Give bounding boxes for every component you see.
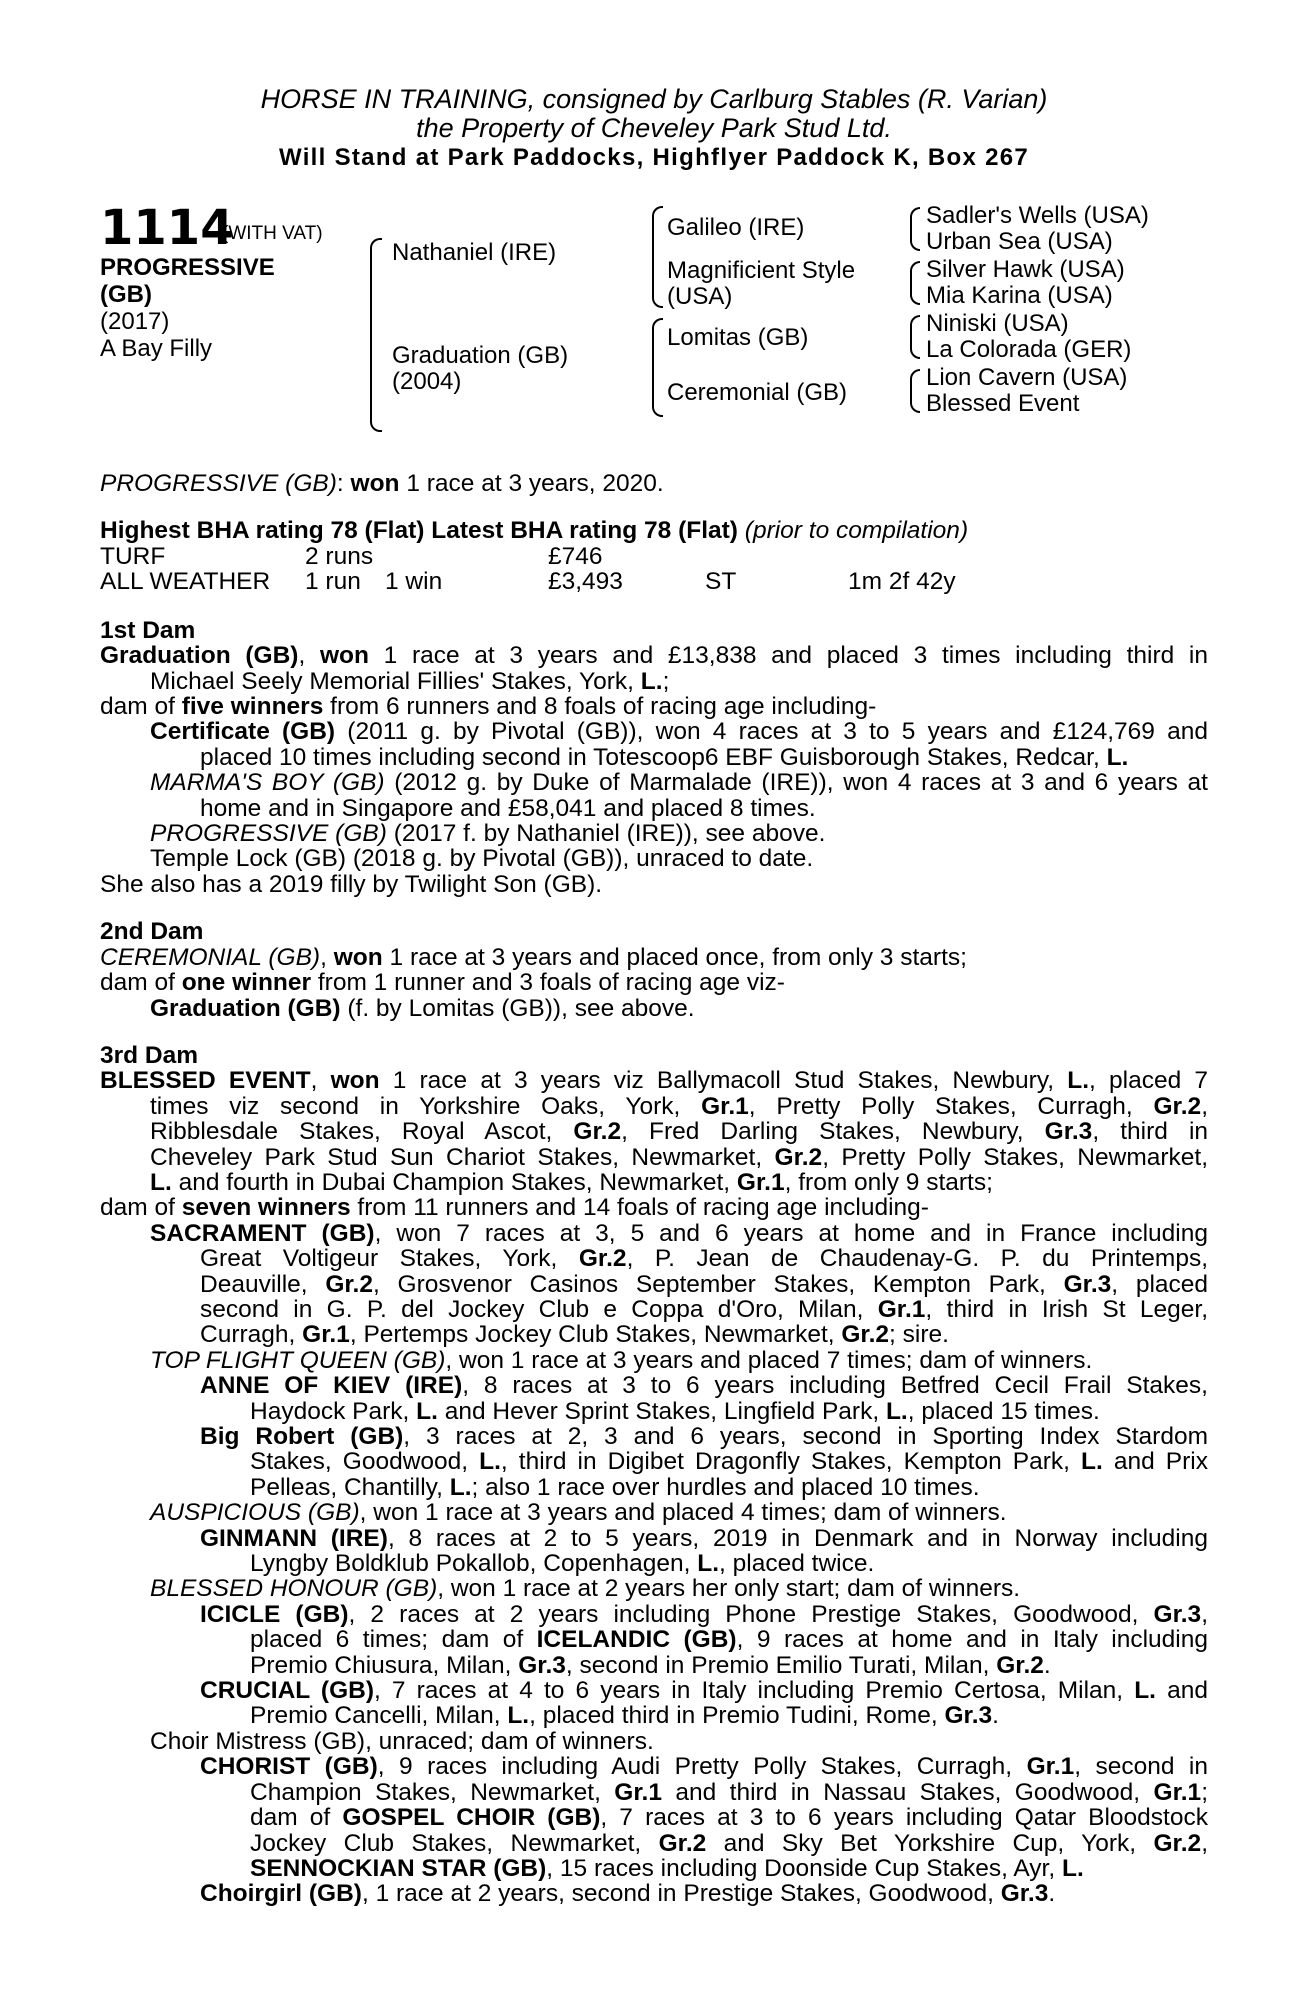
text-fragment: placed 6 times; dam of [250,1626,537,1654]
text-line [100,1424,1208,1449]
foaling-year: (2017) [100,308,170,335]
text-fragment: Gr.2 [1153,1092,1202,1120]
text-fragment: L. [1067,1067,1090,1095]
text-fragment: , 15 races including Doonside Cup Stakes, Ayr, [546,1854,1062,1882]
text-fragment: PROGRESSIVE (GB) [100,470,337,497]
text-fragment: Graduation (GB) [150,994,341,1022]
text-fragment: Big Robert (GB) [200,1423,404,1450]
bracket-g2 [910,261,920,305]
text-fragment: , P. Jean de Chaudenay-G. P. du Printemps, [626,1245,1208,1273]
horse-description: A Bay Filly [100,335,213,362]
text-fragment: ; [1201,1778,1209,1806]
text-fragment: , placed third in Premio Tudini, Rome, [529,1702,945,1730]
text-fragment: SACRAMENT (GB) [150,1219,375,1247]
text-fragment: from 11 runners and 14 foals of racing age including- [350,1194,929,1222]
text-fragment: dam of [100,693,182,721]
text-fragment: , 1 race at 2 years, second in Prestige Stakes, Goodwood, [361,1880,1001,1908]
text-fragment: . [992,1702,999,1730]
text-fragment: Premio Chiusura, Milan, [250,1651,519,1679]
text-line [100,1805,1208,1830]
text-fragment: (prior to compilation) [744,517,969,545]
text-line [100,1272,1208,1297]
text-line [100,1221,1208,1246]
text-line [100,669,1208,694]
text-fragment: BLESSED EVENT [100,1067,311,1095]
text-fragment: CHORIST (GB) [200,1753,378,1781]
record-runs: 2 runs [305,542,374,570]
owner-line: the Property of Cheveley Park Stud Ltd. [416,113,892,143]
text-line [100,1145,1208,1170]
text-fragment: L. [1134,1677,1156,1705]
text-fragment: Gr.2 [573,1118,622,1146]
record-runs: 1 run [305,567,361,595]
text-fragment: (f. by Lomitas (GB)), see above. [340,994,695,1022]
sire-dam-line1: Magnificient Style [667,257,856,284]
text-fragment: , Fred Darling Stakes, Newbury, [621,1118,1045,1146]
text-fragment: , [1201,1829,1208,1857]
text-line [100,719,1208,744]
pedigree-bracket-sire [652,206,663,308]
text-fragment: Gr.1 [736,1168,785,1196]
text-fragment: ; [662,667,670,695]
text-fragment: Gr.2 [841,1321,890,1349]
text-fragment: ; sire. [889,1321,949,1349]
text-fragment: , 7 races at 4 to 6 years in Italy including Premio Certosa, Milan, [373,1677,1135,1705]
text-fragment: She also has a 2019 filly by Twilight Son (GB). [100,870,603,898]
text-line [100,970,1208,995]
ggsire-2: Silver Hawk (USA) [926,256,1125,283]
section-heading: 3rd Dam [100,1041,199,1069]
ggsire-4: Lion Cavern (USA) [926,364,1128,391]
text-fragment: Gr.1 [614,1778,662,1806]
text-fragment: , 3 races at 2, 3 and 6 years, second in Sporting Index Stardom [403,1423,1208,1450]
text-fragment: Deauville, [200,1270,326,1298]
text-fragment: , 9 races at home and in Italy including [736,1626,1208,1654]
text-fragment: dam of [250,1804,343,1832]
text-line [100,1094,1208,1119]
text-fragment: L. [1106,743,1129,771]
ggsire-3: Niniski (USA) [926,310,1069,337]
section-heading: 1st Dam [100,616,196,644]
text-fragment: , Pretty Polly Stakes, Curragh, [748,1092,1154,1120]
text-fragment: won [350,470,400,497]
text-fragment: Gr.3 [1153,1600,1202,1628]
text-fragment: Gr.3 [1000,1880,1049,1908]
bha-ratings [100,518,1208,543]
text-fragment: , Pretty Polly Stakes, Newmarket, [822,1143,1208,1171]
text-fragment: Certificate (GB) [150,718,336,746]
text-fragment: L. [640,667,663,695]
text-fragment: , 2 races at 2 years including Phone Prestige Stakes, Goodwood, [348,1600,1154,1628]
text-fragment: seven winners [181,1194,351,1222]
text-fragment: , 9 races including Audi Pretty Polly Stakes, Curragh, [377,1753,1027,1781]
text-fragment: CEREMONIAL (GB) [100,943,321,971]
dam: Graduation (GB) [392,342,569,369]
text-fragment: . [1043,1651,1051,1679]
text-fragment: one winner [181,969,312,997]
pedigree-table [100,200,1208,453]
text-fragment: home and in Singapore and £58,041 and placed 8 times. [200,794,816,822]
text-fragment: Choirgirl (GB) [200,1880,362,1908]
dam-dam: Ceremonial (GB) [667,379,848,406]
text-fragment: ICICLE (GB) [200,1600,349,1628]
text-line [100,1703,1208,1728]
text-fragment: ANNE OF KIEV (IRE) [200,1372,463,1400]
text-fragment: , [298,642,320,670]
text-fragment: Gr.1 [701,1092,749,1120]
text-line [100,1399,1208,1424]
text-line [100,1322,1208,1347]
text-line [100,1348,1208,1373]
text-fragment: ICELANDIC (GB) [536,1626,737,1654]
text-fragment: Champion Stakes, Newmarket, [250,1778,615,1806]
text-fragment: AUSPICIOUS (GB) [150,1499,360,1527]
first-dam-section [100,618,1208,897]
bracket-g1 [910,207,920,251]
text-fragment: Gr.1 [1026,1753,1075,1781]
text-fragment: , third in Irish St Leger, [925,1295,1209,1323]
text-fragment: and Hever Sprint Stakes, Lingfield Park, [437,1397,886,1425]
text-fragment: (2012 g. by Duke of Marmalade (IRE)), won 4 races at 3 and 6 years at [384,769,1208,797]
dam-year: (2004) [392,368,462,395]
text-fragment: from 1 runner and 3 foals of racing age viz- [311,969,785,997]
text-fragment: , 7 races at 3 to 6 years including Qatar Bloodstock [600,1804,1208,1832]
text-fragment: Stakes, Goodwood, [250,1448,480,1476]
text-fragment: Gr.2 [578,1245,627,1273]
text-line [100,1068,1208,1093]
text-line [100,1780,1208,1805]
ggdam-3: La Colorada (GER) [926,336,1132,363]
text-fragment: Cheveley Park Stud Sun Chariot Stakes, Newmarket, [150,1143,775,1171]
text-fragment: L. [479,1448,501,1476]
text-line [100,1449,1208,1474]
text-fragment: , second in [1074,1753,1209,1781]
text-fragment: , 8 races at 2 to 5 years, 2019 in Denmark and in Norway including [387,1524,1208,1552]
text-line [100,1475,1208,1500]
text-fragment: L. [1061,1854,1084,1882]
sire-sire: Galileo (IRE) [667,214,805,241]
text-line [100,1653,1208,1678]
text-fragment: , placed twice. [719,1550,875,1578]
text-fragment: . [1048,1880,1056,1908]
text-line [100,1754,1208,1779]
text-line [100,694,1208,719]
text-fragment: TOP FLIGHT QUEEN (GB) [150,1346,446,1374]
text-fragment: L. [449,1473,472,1501]
text-line [100,1678,1208,1703]
text-fragment: won [333,943,383,971]
text-line [100,996,1208,1021]
text-fragment: placed 10 times including second in Totescoop6 EBF Guisborough Stakes, Redcar, [200,743,1107,771]
text-fragment: Gr.3 [518,1651,566,1679]
text-fragment: won [330,1067,380,1095]
text-fragment: Gr.3 [1063,1270,1112,1298]
text-fragment: second in G. P. del Jockey Club e Coppa d'Oro, Milan, [200,1295,878,1323]
text-fragment: , placed [1111,1270,1209,1298]
record-prize: £3,493 [548,567,623,595]
lot-number: 1114 [100,200,234,256]
text-line [100,1119,1208,1144]
text-line [100,1526,1208,1551]
text-line [100,1246,1208,1271]
text-fragment: and [1156,1677,1208,1705]
text-fragment: (2011 g. by Pivotal (GB)), won 4 races at 3 to 5 years and £124,769 and [335,718,1208,746]
text-fragment: Gr.1 [302,1321,350,1349]
text-fragment: and third in Nassau Stakes, Goodwood, [661,1778,1154,1806]
text-fragment: , Pertemps Jockey Club Stakes, Newmarket, [349,1321,842,1349]
second-dam-section [100,919,1208,1021]
record-distance: 1m 2f 42y [848,567,956,595]
text-line [100,745,1208,770]
text-fragment: Curragh, [200,1321,303,1349]
text-line [100,1373,1208,1398]
text-fragment: , won 1 race at 2 years her only start; dam of winners. [437,1575,1021,1603]
text-line [100,1500,1208,1525]
text-fragment: L. [150,1168,172,1196]
text-fragment: Michael Seely Memorial Fillies' Stakes, York, [150,667,641,695]
text-fragment: , placed 7 [1089,1067,1208,1095]
text-fragment: Gr.2 [774,1143,823,1171]
text-fragment: CRUCIAL (GB) [200,1677,374,1705]
text-fragment: Gr.3 [1044,1118,1093,1146]
text-fragment: from 6 runners and 8 foals of racing age including- [323,693,877,721]
horse-name-line2: (GB) [100,281,152,308]
text-fragment: , from only 9 starts; [784,1168,993,1196]
text-line [100,1170,1208,1195]
horse-name-line1: PROGRESSIVE [100,254,275,281]
text-line [100,1627,1208,1652]
race-record-table [100,544,1208,596]
sire: Nathaniel (IRE) [392,239,557,266]
text-line [100,1602,1208,1627]
ggdam-2: Mia Karina (USA) [926,282,1113,309]
section-heading: 2nd Dam [100,918,204,946]
ggdam-4: Blessed Event [926,390,1080,417]
record-surface: ALL WEATHER [100,567,271,595]
text-fragment: dam of [100,969,182,997]
text-fragment: , second in Premio Emilio Turati, Milan, [565,1651,997,1679]
text-fragment: GOSPEL CHOIR (GB) [342,1804,601,1832]
text-fragment: Gr.1 [1153,1778,1202,1806]
text-fragment: PROGRESSIVE (GB) [150,820,387,848]
text-fragment: 1 race at 3 years, 2020. [406,470,664,497]
text-fragment: , third in [1092,1118,1209,1146]
text-line [100,945,1208,970]
text-fragment: , won 7 races at 3, 5 and 6 years at home and in France including [374,1219,1209,1247]
location-line: Will Stand at Park Paddocks, Highflyer Paddock K, Box 267 [278,144,1030,171]
record-surface: TURF [100,542,166,570]
race-summary: PROGRESSIVE (GB): won 1 race at 3 years, 2020. [100,470,664,497]
text-line [100,1195,1208,1220]
sire-dam-line2: (USA) [667,283,733,310]
text-fragment: Gr.1 [877,1295,926,1323]
text-fragment: , 8 races at 3 to 6 years including Betfred Cecil Frail Stakes, [462,1372,1208,1400]
text-fragment: , [320,943,334,971]
text-fragment: SENNOCKIAN STAR (GB) [250,1854,547,1882]
text-fragment: L. [885,1397,908,1425]
text-fragment: , [1201,1600,1209,1628]
text-fragment: Haydock Park, [250,1397,417,1425]
third-dam-section [100,1043,1208,1907]
text-fragment: 1 race at 3 years viz Ballymacoll Stud Stakes, Newbury, [379,1067,1068,1095]
text-fragment: dam of [100,1194,182,1222]
text-fragment: L. [697,1550,720,1578]
text-fragment: and fourth in Dubai Champion Stakes, Newmarket, [171,1168,737,1196]
bracket-g3 [910,315,920,359]
ggsire-1: Sadler's Wells (USA) [926,202,1149,229]
text-fragment: and Prix [1102,1448,1208,1476]
text-fragment: 1 race at 3 years and placed once, from only 3 starts; [382,943,967,971]
text-line [100,1551,1208,1576]
ggdam-1: Urban Sea (USA) [926,228,1113,255]
text-fragment: Great Voltigeur Stakes, York, [200,1245,579,1273]
text-fragment: Pelleas, Chantilly, [250,1473,450,1501]
text-line [100,821,1208,846]
text-line [100,1297,1208,1322]
bracket-g4 [910,369,920,413]
vat-note: (WITH VAT) [222,223,323,244]
text-fragment: , won 1 race at 3 years and placed 4 times; dam of winners. [359,1499,1007,1527]
pedigree-bracket-main [370,238,382,432]
text-fragment: , placed 15 times. [907,1397,1100,1425]
text-fragment: Gr.2 [325,1270,373,1298]
text-fragment: Gr.2 [1153,1829,1202,1857]
text-fragment: and Sky Bet Yorkshire Cup, York, [706,1829,1154,1857]
pedigree-bracket-dam [652,318,663,417]
text-fragment: Lyngby Boldklub Pokallob, Copenhagen, [250,1550,698,1578]
text-fragment: Highest BHA rating 78 (Flat) Latest BHA rating 78 (Flat) [100,517,738,545]
text-fragment: , Grosvenor Casinos September Stakes, Kempton Park, [373,1270,1064,1298]
text-fragment: Choir Mistress (GB), unraced; dam of winners. [150,1727,654,1755]
catalogue-entry [100,85,1208,1907]
text-fragment: Gr.2 [658,1829,707,1857]
text-fragment: L. [1081,1448,1103,1476]
record-wins: 1 win [385,567,443,595]
text-fragment: BLESSED HONOUR (GB) [150,1575,438,1603]
text-fragment: L. [416,1397,438,1425]
record-track: ST [705,567,737,595]
text-line [100,1831,1208,1856]
text-fragment: Premio Cancelli, Milan, [250,1702,508,1730]
text-fragment: ; also 1 race over hurdles and placed 10 times. [471,1473,980,1501]
text-fragment: , third in Digibet Dragonfly Stakes, Kempton Park, [500,1448,1082,1476]
text-fragment: Jockey Club Stakes, Newmarket, [250,1829,659,1857]
text-line [100,1881,1208,1906]
dam-sire: Lomitas (GB) [667,324,809,351]
text-line [100,1856,1208,1881]
text-fragment: Graduation (GB) [100,642,299,670]
text-fragment: MARMA'S BOY (GB) [150,769,385,797]
text-line [100,770,1208,795]
text-fragment: , won 1 race at 3 years and placed 7 times; dam of winners. [445,1346,1093,1374]
text-fragment: , [310,1067,331,1095]
text-fragment: 1 race at 3 years and £13,838 and placed 3 times including third in [368,642,1208,670]
text-fragment: , [1201,1092,1208,1120]
text-fragment: times viz second in Yorkshire Oaks, York, [150,1092,702,1120]
text-fragment: Gr.2 [996,1651,1044,1679]
text-fragment: Ribblesdale Stakes, Royal Ascot, [150,1118,574,1146]
consignor-line: HORSE IN TRAINING, consigned by Carlburg Stables (R. Varian) [260,84,1048,114]
text-fragment: won [319,642,369,670]
text-line [100,643,1208,668]
text-fragment: (2017 f. by Nathaniel (IRE)), see above. [386,820,826,848]
text-fragment: Temple Lock (GB) (2018 g. by Pivotal (GB)), unraced to date. [150,845,814,873]
record-prize: £746 [548,542,603,570]
text-line [100,1576,1208,1601]
text-fragment: L. [507,1702,530,1730]
text-fragment: GINMANN (IRE) [200,1524,388,1552]
text-fragment: five winners [181,693,324,721]
text-fragment: Gr.3 [944,1702,993,1730]
